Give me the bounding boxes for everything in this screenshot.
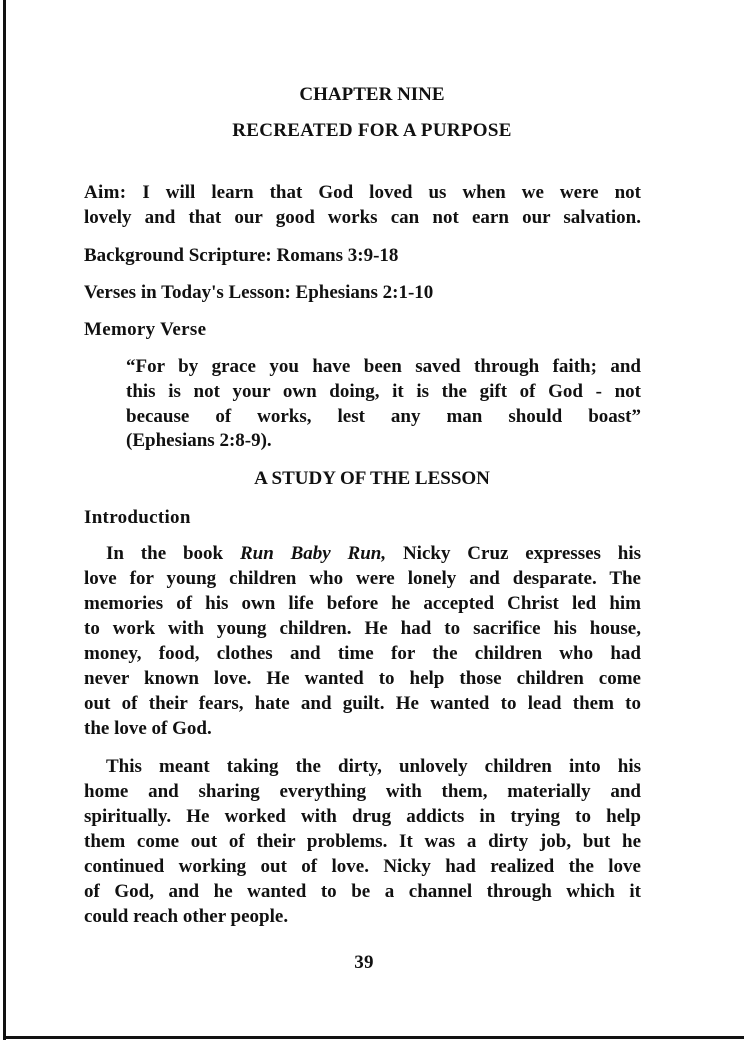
memory-verse-label: Memory Verse [84, 319, 207, 340]
aim-line-2: lovely and that our good works can not earn our salvation. [84, 207, 641, 228]
aim-label: Aim: [84, 182, 127, 203]
paragraph-2-line: home and sharing everything with them, materially and [84, 781, 641, 802]
study-heading: A STUDY OF THE LESSON [254, 468, 490, 489]
chapter-title: RECREATED FOR A PURPOSE [232, 120, 512, 141]
text: In the book [106, 543, 224, 564]
memory-verse-line: because of works, lest any man should boast” [126, 406, 641, 427]
aim-line-1 [84, 181, 641, 205]
paragraph-2-line: spiritually. He worked with drug addicts in trying to help [84, 806, 641, 827]
paragraph-2-line: them come out of their problems. It was a dirty job, but he [84, 831, 641, 852]
paragraph-1-line [106, 542, 641, 566]
paragraph-1-line: memories of his own life before he accepted Christ led him [84, 593, 641, 614]
memory-verse-line: “For by grace you have been saved through faith; and [126, 356, 641, 377]
aim-text: I will learn that God loved us when we were not [142, 182, 642, 203]
paragraph-1-line: never known love. He wanted to help those children come [84, 668, 641, 689]
paragraph-1-line: love for young children who were lonely and desparate. The [84, 568, 641, 589]
page-number: 39 [354, 952, 374, 973]
left-border [3, 0, 6, 1040]
memory-verse-line: (Ephesians 2:8-9). [126, 430, 272, 451]
paragraph-2-line: of God, and he wanted to be a channel through which it [84, 881, 641, 902]
paragraph-1-line: money, food, clothes and time for the children who had [84, 643, 641, 664]
paragraph-1-line: out of their fears, hate and guilt. He wanted to lead them to [84, 693, 641, 714]
text: Nicky Cruz expresses his [402, 543, 642, 564]
memory-verse-line: this is not your own doing, it is the gift of God - not [126, 381, 641, 402]
background-scripture: Background Scripture: Romans 3:9-18 [84, 245, 399, 266]
book-title: Run Baby Run, [239, 543, 387, 564]
chapter-number: CHAPTER NINE [299, 84, 445, 105]
paragraph-1-line: the love of God. [84, 718, 212, 739]
verses-in-lesson: Verses in Today's Lesson: Ephesians 2:1-10 [84, 282, 434, 303]
bottom-border [3, 1036, 744, 1039]
introduction-label: Introduction [84, 507, 191, 528]
paragraph-1-line: to work with young children. He had to sacrifice his house, [84, 618, 641, 639]
paragraph-2-line: This meant taking the dirty, unlovely children into his [106, 756, 641, 777]
paragraph-2-line: continued working out of love. Nicky had realized the love [84, 856, 641, 877]
paragraph-2-line: could reach other people. [84, 906, 289, 927]
